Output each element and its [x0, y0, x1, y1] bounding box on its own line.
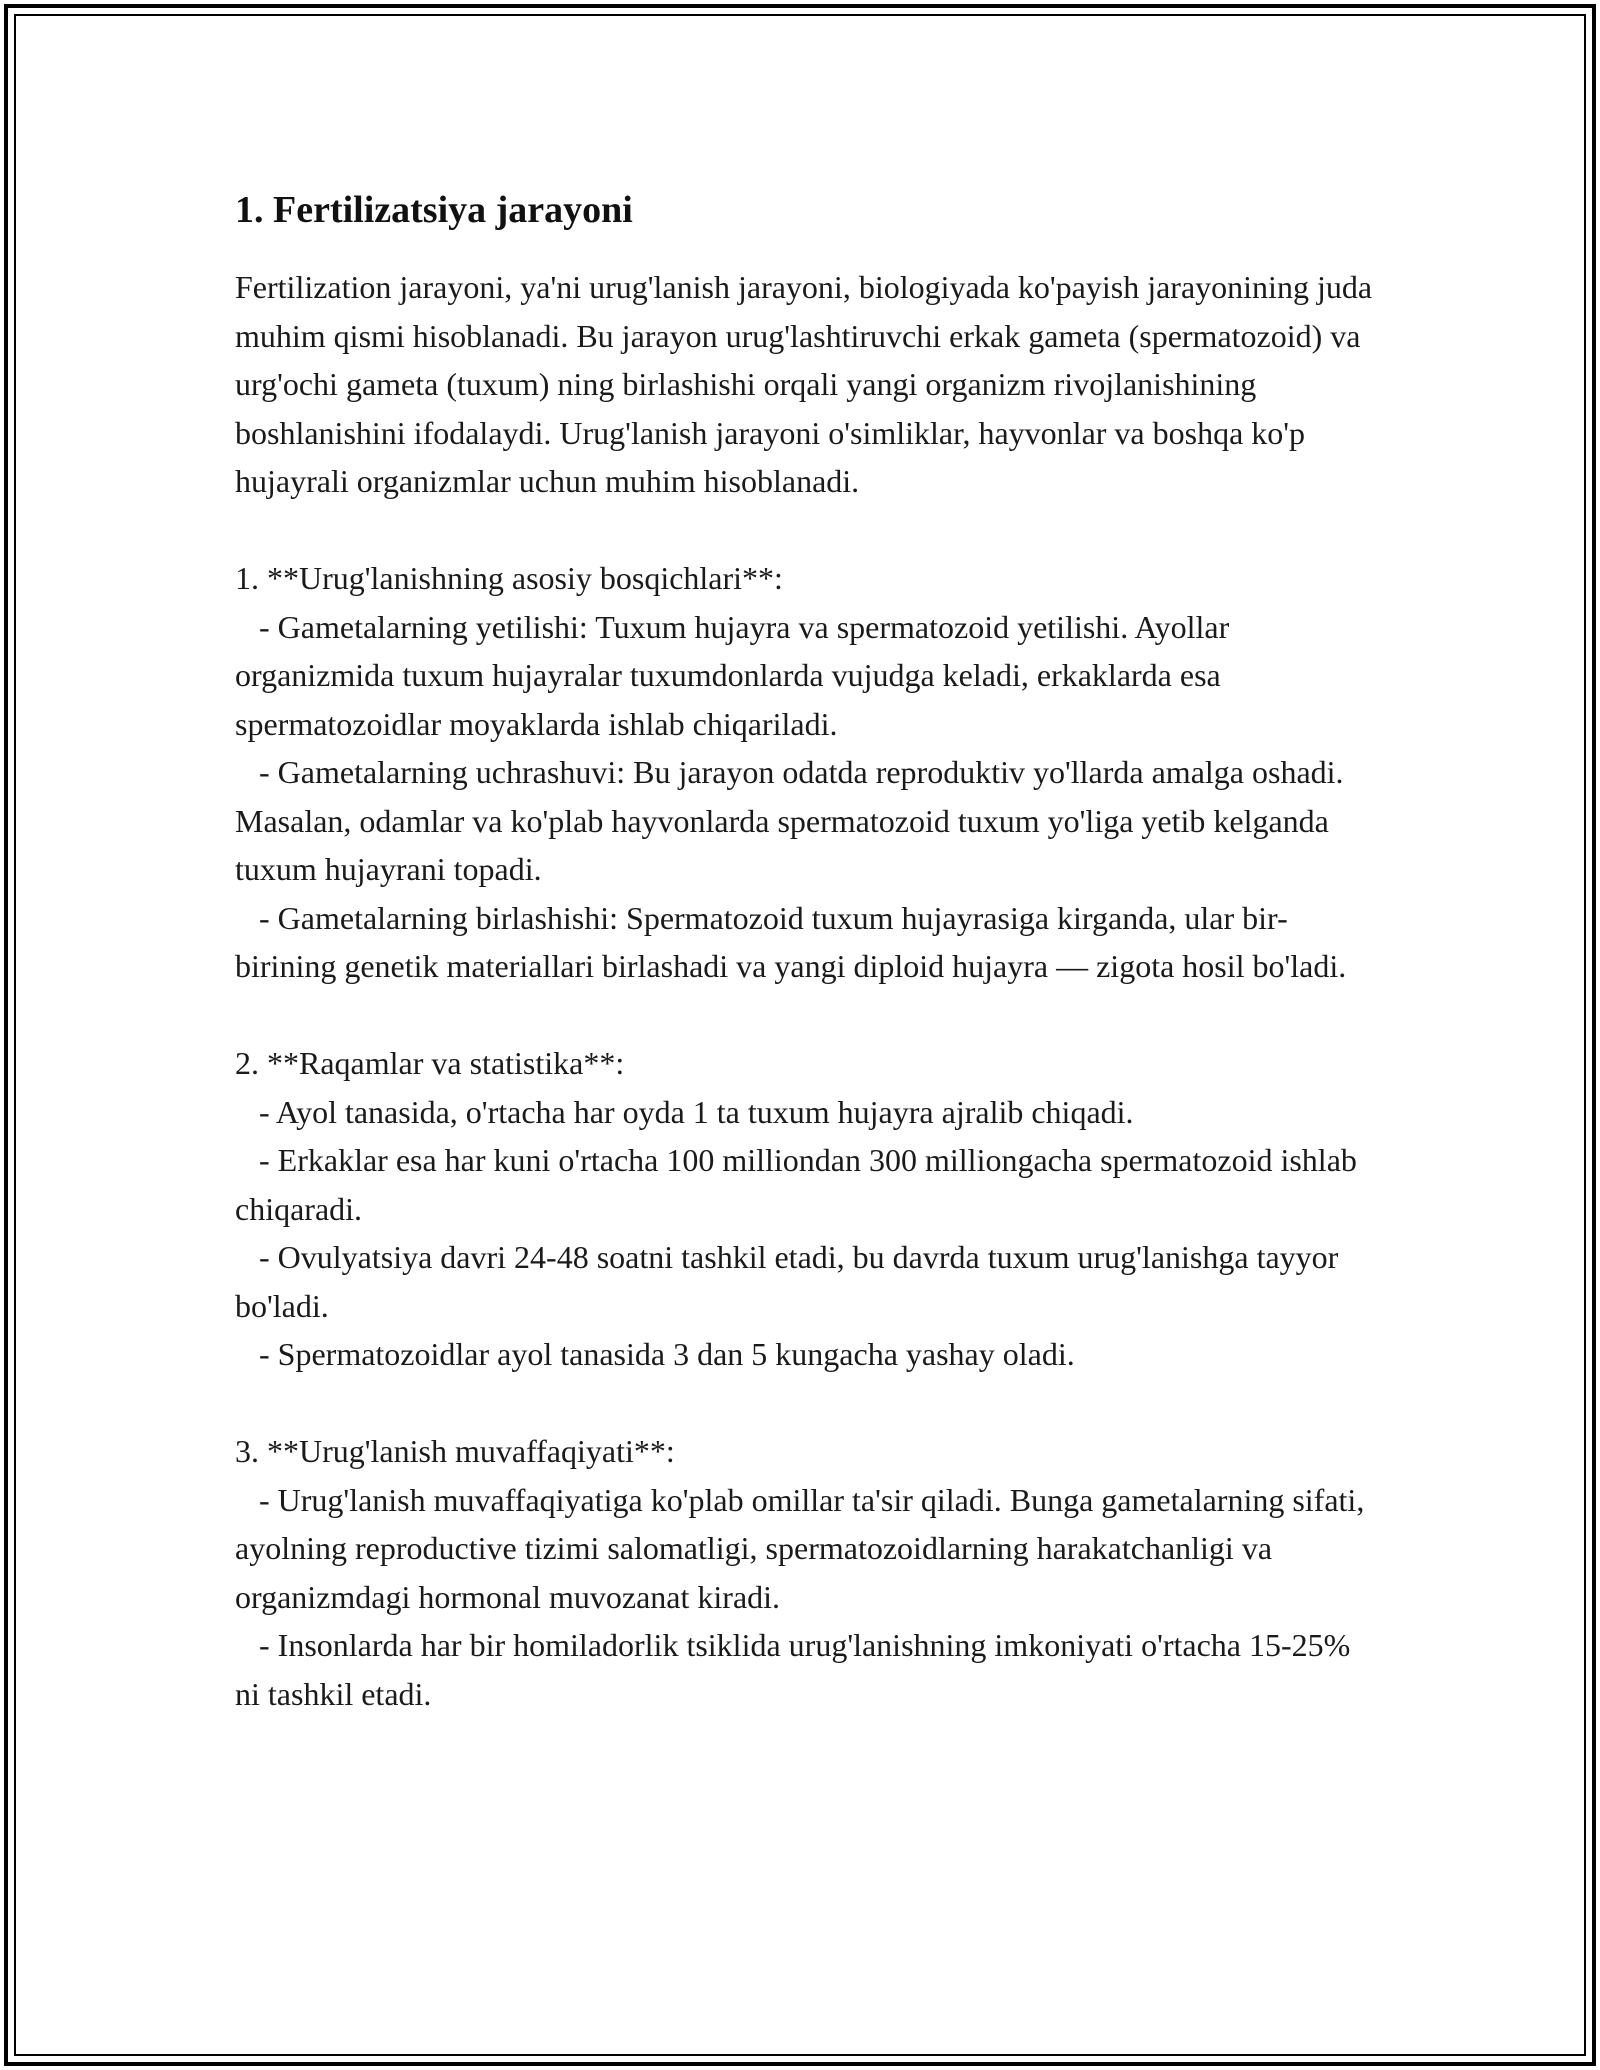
- document-content: [235, 185, 1375, 1718]
- document-title: 1. Fertilizatsiya jarayoni: [235, 189, 633, 231]
- document-body: Fertilization jarayoni, ya'ni urug'lanish jarayoni, biologiyada ko'payish jarayonining juda muhim qismi hisoblanadi. Bu jarayon urug'lashtiruvchi erkak gameta (spermatozoid) va urg'ochi gameta (tuxum) ning birlashishi orqali yangi organizm rivojlanishining boshlanishini ifodalaydi. Urug'lanish jarayoni o'simliklar, hayvonlar va boshqa ko'p hujayrali organizmlar uchun muhim hisoblanadi. 1. **Urug'lanishning asosiy bosqichlari**: - Gametalarning yetilishi: Tuxum hujayra va spermatozoid yetilishi. Ayollar organizmida tuxum hujayralar tuxumdonlarda vujudga keladi, erkaklarda esa spermatozoidlar moyaklarda ishlab chiqariladi. - Gametalarning uchrashuvi: Bu jarayon odatda reproduktiv yo'llarda amalga oshadi. Masalan, odamlar va ko'plab hayvonlarda spermatozoid tuxum yo'liga yetib kelganda tuxum hujayrani topadi. - Gametalarning birlashishi: Spermatozoid tuxum hujayrasiga kirganda, ular bir-birining genetik materiallari birlashadi va yangi diploid hujayra — zigota hosil bo'ladi. 2. **Raqamlar va statistika**: - Ayol tanasida, o'rtacha har oyda 1 ta tuxum hujayra ajralib chiqadi. - Erkaklar esa har kuni o'rtacha 100 milliondan 300 milliongacha spermatozoid ishlab chiqaradi. - Ovulyatsiya davri 24-48 soatni tashkil etadi, bu davrda tuxum urug'lanishga tayyor bo'ladi. - Spermatozoidlar ayol tanasida 3 dan 5 kungacha yashay oladi. 3. **Urug'lanish muvaffaqiyati**: - Urug'lanish muvaffaqiyatiga ko'plab omillar ta'sir qiladi. Bunga gametalarning sifati, ayolning reproductive tizimi salomatligi, spermatozoidlarning harakatchanligi va organizmdagi hormonal muvozanat kiradi. - Insonlarda har bir homiladorlik tsiklida urug'lanishning imkoniyati o'rtacha 15-25% ni tashkil etadi.: [235, 269, 1373, 1712]
